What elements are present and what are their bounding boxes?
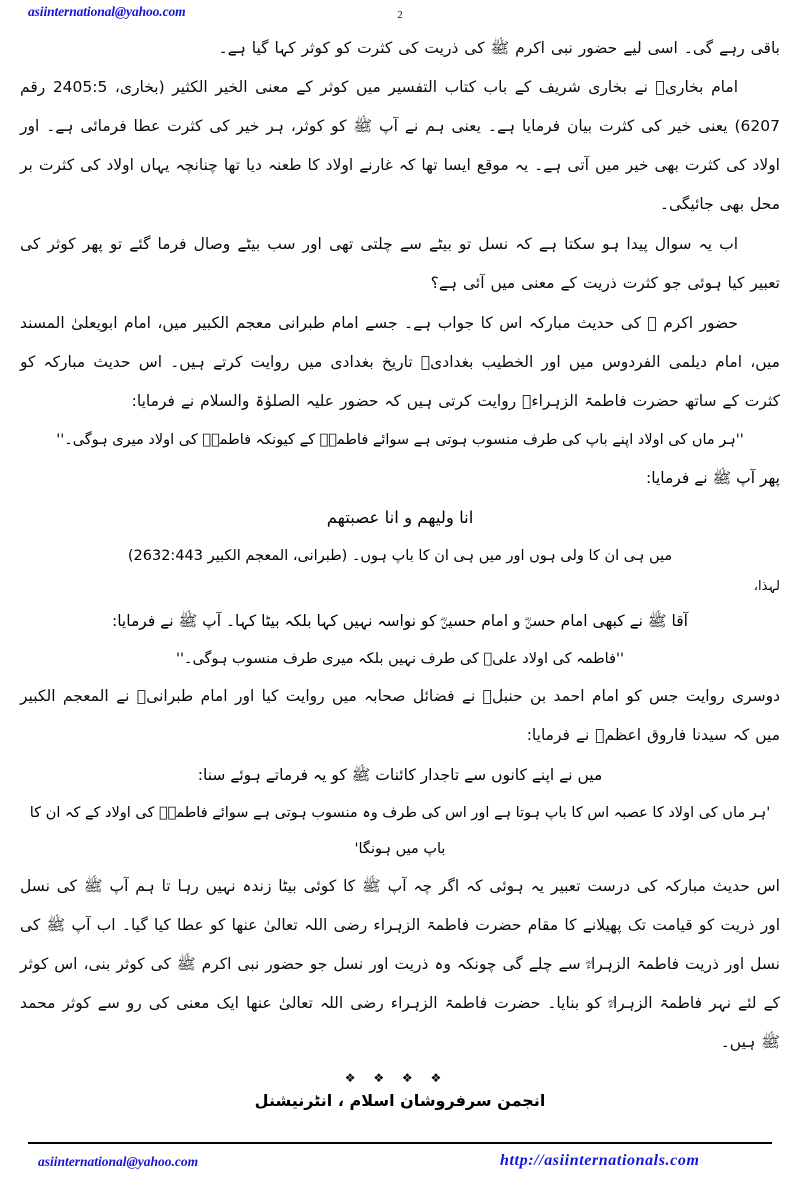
paragraph-5: آقا ﷺ نے کبھی امام حسنؓ و امام حسینؓ کو نواسہ نہیں کہا بلکہ بیٹا کہا۔ آپ ﷺ نے فرمایا: [111, 611, 688, 630]
diamond-bullets-icon: ❖ ❖ ❖ ❖ [344, 1071, 449, 1085]
paragraph-6: دوسری روایت جس کو امام احمد بن حنبلؒ نے فضائل صحابہ میں روایت کیا اور امام طبرانیؒ نے المعجم الکبیر میں کہ سیدنا فاروق اعظمؓ نے فرمایا: [20, 686, 780, 744]
paragraph-7: میں نے اپنے کانوں سے تاجدار کائنات ﷺ کو یہ فرماتے ہوئے سنا: [197, 766, 603, 785]
paragraph-4: حضور اکرم ﷺ کی حدیث مبارکہ اس کا جواب ہے۔ جسے امام طبرانی معجم الکبیر میں، امام ابویعلیٰ المسند میں، امام دیلمی الفردوس میں اور الخطیب بغدادیؒ تاریخ بغدادی میں روایت کرتے ہیں۔ اس حدیث مبارکہ کو کثرت کے ساتھ حضرت فاطمۃ الزہراءؓ روایت کرتی ہیں کہ حضور علیہ الصلوٰۃ والسلام نے فرمایا: [20, 314, 780, 411]
page-footer [0, 1142, 800, 1200]
paragraph-2: امام بخاریؒ نے بخاری شریف کے باب کتاب التفسیر میں کوثر کے معنی الخیر الکثیر (بخاری، 2405:5 رقم 6207) یعنی خیر کی کثرت بیان فرمایا ہے۔ یعنی ہم نے آپ ﷺ کو کوثر، ہر خیر کی کثرت عطا فرمائی ہے۔ اور اولاد کی کثرت بھی خیر میں آتی ہے۔ یہ موقع ایسا تھا کہ غارنے اولاد کا طعنہ دیا تھا چنانچہ یہاں اولاد کی کثرت بر محل بھی جائیگی۔ [20, 77, 780, 214]
paragraph-1: باقی رہے گی۔ اسی لیے حضور نبی اکرم ﷺ کی ذریت کی کثرت کو کوثر کہا گیا ہے۔ [218, 39, 780, 57]
hadith-quote-2: ''فاطمہ کی اولاد علیؑ کی طرف نہیں بلکہ میری طرف منسوب ہوگی۔'' [176, 650, 624, 667]
header-email-link[interactable]: asiinternational@yahoo.com [28, 4, 186, 19]
closing-block [0, 1072, 800, 1110]
page-header [0, 0, 800, 34]
footer-email-link[interactable]: asiinternational@yahoo.com [38, 1154, 199, 1169]
footer-divider [28, 1142, 772, 1144]
paragraph-3: اب یہ سوال پیدا ہو سکتا ہے کہ نسل تو بیٹے سے چلتی تھی اور سب بیٹے وصال فرما گئے تو پھر کوثر کی تعبیر کیا ہوئی جو کثرت ذریت کے معنی میں آئی ہے؟ [20, 235, 780, 293]
footer-website-link[interactable]: http://asiinternationals.com [500, 1152, 700, 1169]
arabic-hadith-translation-and-citation: میں ہی ان کا ولی ہوں اور میں ہی ان کا باپ ہوں۔ (طبرانی، المعجم الکبیر 2632:443) [127, 547, 673, 564]
arabic-hadith-text: انا وليهم و انا عصبتهم [326, 508, 474, 528]
hadith-quote-3: 'ہر ماں کی اولاد کا عصبہ اس کا باپ ہوتا ہے اور اس کی طرف وہ منسوب ہوتی ہے سوائے فاطمہؑ کی اولاد کے کہ ان کا باپ میں ہونگا' [29, 804, 771, 858]
organization-name: انجمن سرفروشان اسلام ، انٹرنیشنل [254, 1091, 546, 1110]
liheza-marker: لہذا، [753, 579, 780, 595]
page-number: 2 [397, 9, 403, 21]
hadith-quote-1: ''ہر ماں کی اولاد اپنے باپ کی طرف منسوب ہوتی ہے سوائے فاطمہؑ کے کیونکہ فاطمہؑ کی اولاد میری ہوگی۔'' [56, 432, 744, 449]
paragraph-8: اس حدیث مبارکہ کی درست تعبیر یہ ہوئی کہ اگر چہ آپ ﷺ کا کوئی بیٹا زندہ نہیں رہا تا ہم آپ ﷺ کی نسل اور ذریت کو قیامت تک پھیلانے کا مقام حضرت فاطمۃ الزہراء رضی اللہ تعالیٰ عنھا کو عطا کیا گیا۔ اب آپ ﷺ کی نسل اور ذریت فاطمۃ الزہراءؓ سے چلے گی چونکہ وہ ذریت اور نسل جو حضور نبی اکرم ﷺ کی کوثر بنی، اس کوثر کے لئے نہر فاطمۃ الزہراءؓ کو بنایا۔ حضرت فاطمۃ الزہراء رضی اللہ تعالیٰ عنھا ایک معنی کی رو سے کوثر محمد ﷺ ہیں۔ [20, 877, 780, 1052]
document-body [20, 30, 780, 1070]
after-quote-1-line: پھر آپ ﷺ نے فرمایا: [646, 468, 780, 487]
